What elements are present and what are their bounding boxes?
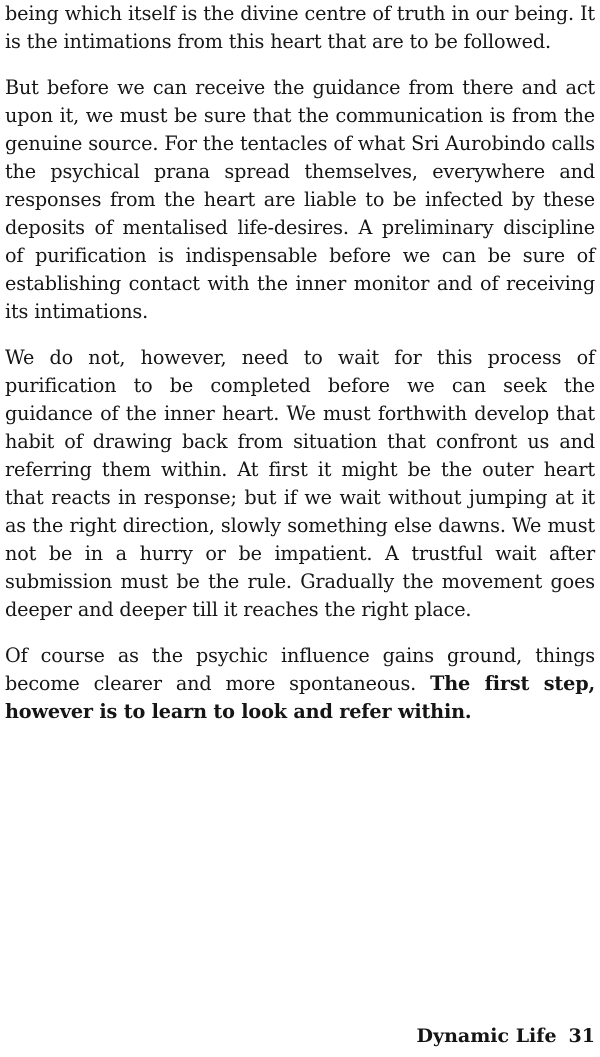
paragraph-4-bold-text: The first step, however is to learn to look and refer within. <box>5 672 595 723</box>
paragraph-2: But before we can receive the guidance from there and act upon it, we must be sure that the communication is from the genuine source. For the tentacles of what Sri Aurobindo calls the psychical prana spread themselves, everywhere and responses from the heart are liable to be infected by these deposits of mentalised life-desires. A preliminary discipline of purification is indispensable before we can be sure of establishing contact with the inner monitor and of receiving its intimations. <box>5 76 595 323</box>
page-footer <box>417 1025 595 1047</box>
body-text <box>5 0 595 744</box>
page-number: 31 <box>568 1025 595 1047</box>
paragraph-3: We do not, however, need to wait for this process of purification to be completed before we can seek the guidance of the inner heart. We must forthwith develop that habit of drawing back from situation that confront us and referring them within. At first it might be the outer heart that reacts in response; but if we wait without jumping at it as the right direction, slowly something else dawns. We must not be in a hurry or be impatient. A trustful wait after submission must be the rule. Gradually the movement goes deeper and deeper till it reaches the right place. <box>5 346 595 621</box>
paragraph-4-text: Of course as the psychic influence gains ground, things become clearer and more spontaneous. <box>5 644 595 695</box>
paragraph-4 <box>5 642 595 726</box>
paragraph-1: being which itself is the divine centre of truth in our being. It is the intimations from this heart that are to be followed. <box>5 2 595 53</box>
running-title: Dynamic Life <box>416 1025 557 1047</box>
